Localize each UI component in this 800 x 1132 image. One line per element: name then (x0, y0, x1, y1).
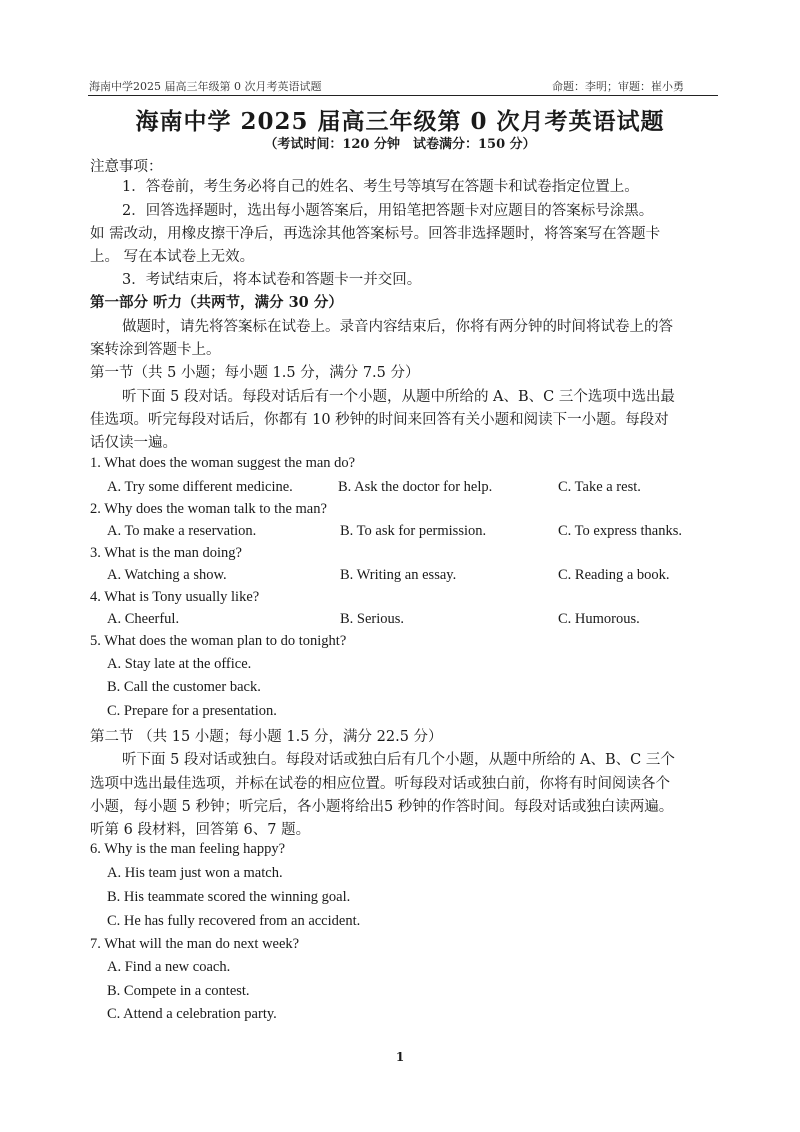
notice-item-2-line-1: 2．回答选择题时，选出每小题答案后，用铅笔把答题卡对应题目的答案标号涂黑。 (122, 203, 654, 219)
question-3-option-b: B. Writing an essay. (340, 567, 457, 583)
section1-heading: 第一节（共 5 小题；每小题 1.5 分，满分 7.5 分） (90, 365, 420, 381)
section1-intro-line-2: 佳选项。听完每段对话后，你都有 10 秒钟的时间来回答有关小题和阅读下一小题。每段对 (90, 412, 669, 428)
question-3-option-c: C. Reading a book. (558, 567, 670, 583)
page-title: 海南中学 2025 届高三年级第 0 次月考英语试题 (135, 108, 665, 135)
section2-intro-line-2: 选项中选出最佳选项，并标在试卷的相应位置。听每段对话或独白前，你将有时间阅读各个 (90, 776, 670, 792)
section2-intro-line-1: 听下面 5 段对话或独白。每段对话或独白后有几个小题，从题中所给的 A、B、C 三个 (122, 752, 675, 768)
question-2-option-c: C. To express thanks. (558, 523, 682, 539)
question-2-option-b: B. To ask for permission. (340, 523, 487, 539)
question-6-option-c: C. He has fully recovered from an accident. (107, 913, 361, 929)
question-6-option-a: A. His team just won a match. (107, 865, 283, 881)
question-7-option-b: B. Compete in a contest. (107, 983, 250, 999)
part1-intro-line-1: 做题时，请先将答案标在试卷上。录音内容结束后，你将有两分钟的时间将试卷上的答 (122, 319, 673, 335)
header-left: 海南中学2025 届高三年级第 0 次月考英语试题 (89, 80, 322, 93)
question-5-option-c: C. Prepare for a presentation. (107, 703, 277, 719)
question-6-option-b: B. His teammate scored the winning goal. (107, 889, 351, 905)
question-1-option-c: C. Take a rest. (558, 479, 641, 495)
question-1-option-b: B. Ask the doctor for help. (338, 479, 493, 495)
notice-item-2-line-2: 如 需改动，用橡皮擦干净后，再选涂其他答案标号。回答非选择题时，将答案写在答题卡 (90, 226, 661, 242)
question-5-option-a: A. Stay late at the office. (107, 656, 252, 672)
question-4-option-b: B. Serious. (340, 611, 405, 627)
section1-intro-line-1: 听下面 5 段对话。每段对话后有一个小题，从题中所给的 A、B、C 三个选项中选出最 (122, 389, 675, 405)
section2-intro-line-3: 小题，每小题 5 秒钟；听完后，各小题将给出5 秒钟的作答时间。每段对话或独白读两遍。 (90, 799, 674, 815)
question-4-stem: 4. What is Tony usually like? (90, 589, 260, 605)
question-2-option-a: A. To make a reservation. (107, 523, 257, 539)
notice-item-1: 1．答卷前，考生务必将自己的姓名、考生号等填写在答题卡和试卷指定位置上。 (122, 179, 639, 195)
question-3-option-a: A. Watching a show. (107, 567, 227, 583)
section2-intro-line-4: 听第 6 段材料，回答第 6、7 题。 (90, 822, 311, 838)
notice-item-3: 3．考试结束后，将本试卷和答题卡一并交回。 (122, 272, 422, 288)
question-7-option-c: C. Attend a celebration party. (107, 1006, 277, 1022)
question-6-stem: 6. Why is the man feeling happy? (90, 841, 286, 857)
page-number: 1 (395, 1050, 405, 1064)
question-5-stem: 5. What does the woman plan to do tonight? (90, 633, 347, 649)
notice-heading: 注意事项： (90, 159, 163, 175)
question-1-option-a: A. Try some different medicine. (107, 479, 293, 495)
question-7-option-a: A. Find a new coach. (107, 959, 231, 975)
section1-intro-line-3: 话仅读一遍。 (90, 435, 177, 451)
section2-heading: 第二节 （共 15 小题；每小题 1.5 分，满分 22.5 分） (90, 729, 443, 745)
part1-intro-line-2: 案转涂到答题卡上。 (90, 342, 221, 358)
header-divider (88, 95, 718, 96)
question-5-option-b: B. Call the customer back. (107, 679, 261, 695)
page-subtitle: （考试时间：120 分钟 试卷满分：150 分） (264, 137, 536, 152)
question-4-option-c: C. Humorous. (558, 611, 640, 627)
question-7-stem: 7. What will the man do next week? (90, 936, 300, 952)
part1-heading: 第一部分 听力（共两节，满分 30 分） (90, 294, 343, 311)
header-right: 命题：李明；审题：崔小勇 (552, 80, 684, 93)
notice-item-2-line-3: 上。 写在本试卷上无效。 (90, 249, 255, 265)
question-1-stem: 1. What does the woman suggest the man do? (90, 455, 356, 471)
question-3-stem: 3. What is the man doing? (90, 545, 242, 561)
question-2-stem: 2. Why does the woman talk to the man? (90, 501, 327, 517)
question-4-option-a: A. Cheerful. (107, 611, 180, 627)
